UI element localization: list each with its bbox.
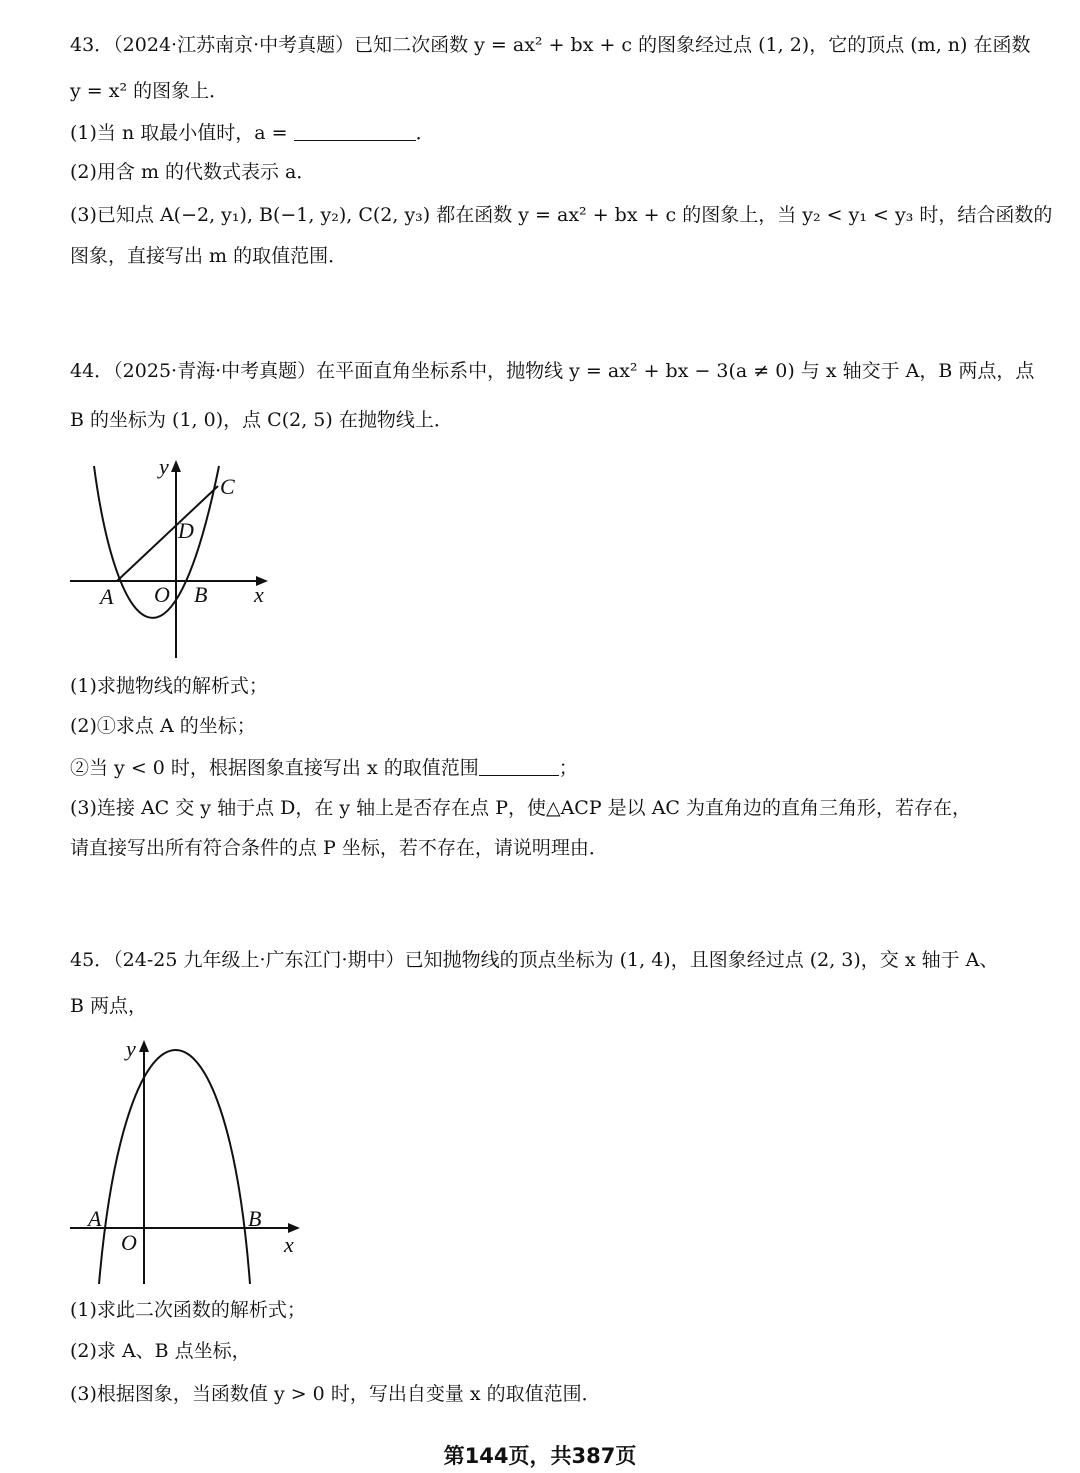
q44-part1: (1)求抛物线的解析式； xyxy=(70,675,268,697)
q44-stem-line2: B 的坐标为 (1, 0)，点 C(2, 5) 在抛物线上． xyxy=(70,409,453,431)
q44-label-a: A xyxy=(100,584,114,609)
q43-part1-suffix: ． xyxy=(415,122,435,144)
q43-part2: (2)用含 m 的代数式表示 a． xyxy=(70,161,316,183)
q44-label-y: y xyxy=(159,454,169,479)
q45-label-y: y xyxy=(126,1036,136,1061)
q43-stem-line2: y = x² 的图象上． xyxy=(70,80,229,102)
q43-part1-text: (1)当 n 取最小值时，a = xyxy=(70,122,294,144)
q43-stem-line1: 43．（2024·江苏南京·中考真题）已知二次函数 y = ax² + bx + c 的图象经过点 (1, 2)，它的顶点 (m, n) 在函数 xyxy=(70,34,1031,56)
q45-part3: (3)根据图象，当函数值 y > 0 时，写出自变量 x 的取值范围． xyxy=(70,1383,601,1405)
q44-label-x: x xyxy=(254,582,264,607)
q45-stem-line2: B 两点， xyxy=(70,995,148,1017)
q45-part1: (1)求此二次函数的解析式； xyxy=(70,1299,306,1321)
q44-label-d: D xyxy=(178,518,194,543)
q44-part2b-answer-blank xyxy=(479,757,559,776)
q45-label-o: O xyxy=(121,1230,137,1255)
q45-label-x: x xyxy=(284,1232,294,1257)
q44-label-b: B xyxy=(194,582,208,607)
page-number-footer: 第144页，共387页 xyxy=(443,1444,637,1468)
q44-stem-line1: 44．（2025·青海·中考真题）在平面直角坐标系中，抛物线 y = ax² + bx − 3(a ≠ 0) 与 x 轴交于 A，B 两点，点 xyxy=(70,360,1035,382)
q44-label-o: O xyxy=(154,582,170,607)
q44-y-axis-arrow xyxy=(171,460,181,472)
q45-label-b: B xyxy=(248,1206,262,1231)
q45-label-a: A xyxy=(88,1206,102,1231)
q45-part2: (2)求 A、B 点坐标， xyxy=(70,1340,251,1362)
q44-part2a: (2)①求点 A 的坐标； xyxy=(70,715,256,737)
q44-part2b xyxy=(70,756,578,780)
q44-part2b-suffix: ； xyxy=(558,757,578,779)
q44-part2b-text: ②当 y < 0 时，根据图象直接写出 x 的取值范围 xyxy=(70,757,479,779)
q43-part3-line2: 图象，直接写出 m 的取值范围． xyxy=(70,245,348,267)
q43-part1-answer-blank xyxy=(294,122,416,141)
q43-part1 xyxy=(70,121,435,145)
q44-parabola-figure xyxy=(66,452,286,664)
q45-stem-line1: 45．（24-25 九年级上·广东江门·期中）已知抛物线的顶点坐标为 (1, 4)，且图象经过点 (2, 3)，交 x 轴于 A、 xyxy=(70,949,999,971)
q45-parabola-figure xyxy=(66,1032,316,1288)
q45-y-axis-arrow xyxy=(139,1040,149,1052)
q44-part3-line2: 请直接写出所有符合条件的点 P 坐标，若不存在，请说明理由． xyxy=(70,837,608,859)
q43-part3-line1: (3)已知点 A(−2, y₁), B(−1, y₂), C(2, y₃) 都在函数 y = ax² + bx + c 的图象上，当 y₂ < y₁ < y₃ 时，结合函数的 xyxy=(70,204,1053,226)
q44-part3-line1: (3)连接 AC 交 y 轴于点 D，在 y 轴上是否存在点 P，使△ACP 是以 AC 为直角边的直角三角形，若存在， xyxy=(70,797,972,819)
q44-label-c: C xyxy=(220,474,235,499)
